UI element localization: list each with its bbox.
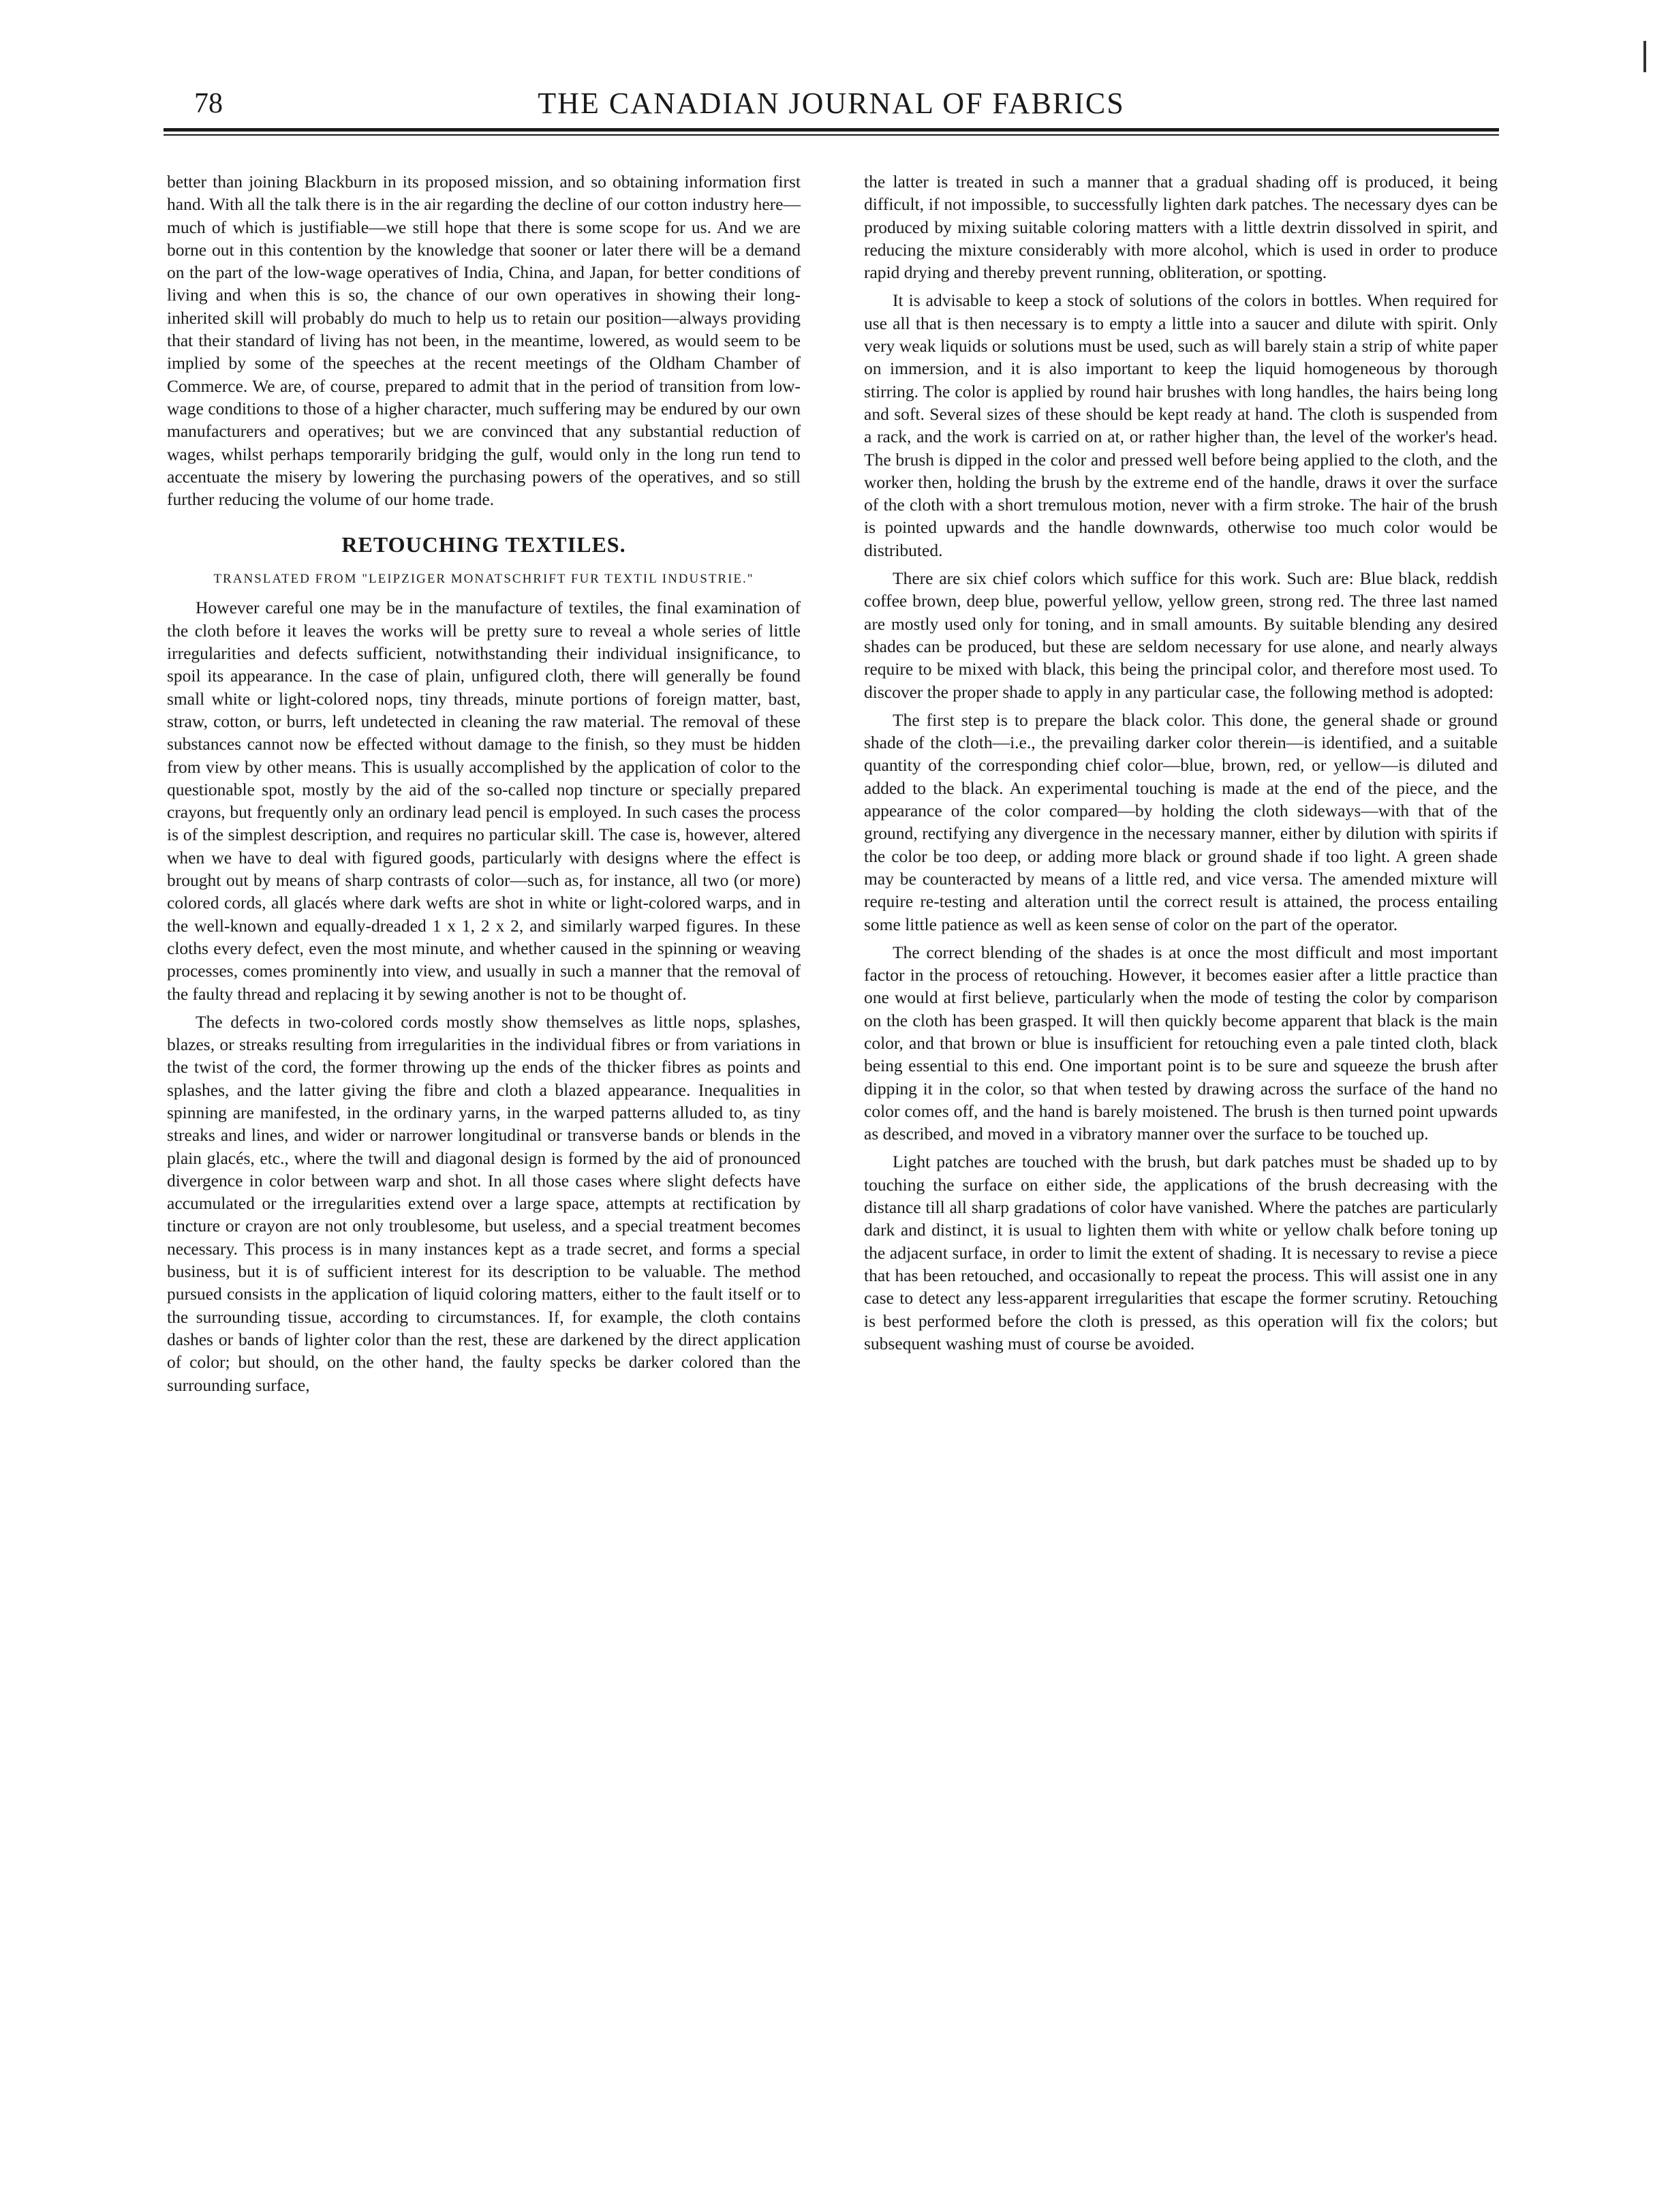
scan-edge-mark (1643, 41, 1646, 72)
left-column (167, 170, 801, 1396)
translation-credit: TRANSLATED FROM "LEIPZIGER MONATSCHRIFT FUR TEXTIL INDUSTRIE." (213, 572, 754, 587)
journal-title: THE CANADIAN JOURNAL OF FABRICS (538, 87, 1125, 120)
intro-paragraph: better than joining Blackburn in its proposed mission, and so obtaining information first hand. With all the talk there is in the air regarding the decline of our cotton industry here—much of which is justifiable—we still hope that there is some scope for us. And we are borne out in this contention by the knowledge that sooner or later there will be a demand on the part of the low-wage operatives of India, China, and Japan, for better conditions of living and when this is so, the chance of our own operatives in showing their long-inherited skill will probably do much to help us to retain our position—always providing that their standard of living has not been, in the meantime, lowered, as would seem to be implied by some of the speeches at the recent meetings of the Oldham Chamber of Commerce. We are, of course, prepared to admit that in the period of transition from low-wage conditions to those of a higher character, much suffering may be endured by our own manufacturers and operatives; but we are convinced that any substantial reduction of wages, whilst perhaps temporarily bridging the gulf, would only in the long run tend to accentuate the misery by lowering the purchasing powers of the operatives, and so still further reducing the volume of our home trade. (167, 172, 801, 510)
article-paragraph: It is advisable to keep a stock of solutions of the colors in bottles. When required for use all that is then necessary is to empty a little into a saucer and dilute with spirit. Only very weak liquids or solutions must be used, such as will barely stain a strip of white paper on immersion, and it is also important to keep the liquid homogeneous by thorough stirring. The color is applied by round hair brushes with long handles, the hairs being long and soft. Several sizes of these should be kept ready at hand. The cloth is suspended from a rack, and the work is carried on at, or rather higher than, the level of the worker's head. The brush is dipped in the color and pressed well before being applied to the cloth, and the worker then, holding the brush by the extreme end of the handle, draws it over the surface of the cloth with a short tremulous motion, never with a firm stroke. The hair of the brush is pointed upwards and the handle downwards, otherwise too much color would be distributed. (864, 290, 1498, 560)
article-paragraph: However careful one may be in the manufacture of textiles, the final examination of the cloth before it leaves the works will be pretty sure to reveal a whole series of little irregularities and defects sufficient, notwithstanding their individual insignificance, to spoil its appearance. In the case of plain, unfigured cloth, there will generally be found small white or light-colored nops, tiny threads, minute portions of foreign matter, bast, straw, cotton, or burrs, left undetected in cleaning the raw material. The removal of these substances cannot now be effected without damage to the finish, so they must be hidden from view by other means. This is usually accomplished by the application of color to the questionable spot, mostly by the aid of the so-called nop tincture or specially prepared crayons, but frequently only an ordinary lead pencil is employed. In such cases the process is of the simplest description, and requires no particular skill. The case is, however, altered when we have to deal with figured goods, particularly with designs where the effect is brought out by means of sharp contrasts of color—such as, for instance, all two (or more) colored cords, all glacés where dark wefts are shot in white or light-colored warps, and in the well-known and equally-dreaded 1 x 1, 2 x 2, and similarly warped figures. In these cloths every defect, even the most minute, and whether caused in the spinning or weaving processes, comes prominently into view, and usually in such a manner that the removal of the faulty thread and replacing it by sewing another is not to be thought of. (167, 598, 801, 1004)
article-paragraph-continued: the latter is treated in such a manner that a gradual shading off is produced, it being difficult, if not impossible, to successfully lighten dark patches. The necessary dyes can be produced by mixing suitable coloring matters with a little dextrin dissolved in spirit, and reducing the mixture considerably with more alcohol, which is used in order to produce rapid drying and thereby prevent running, obliteration, or spotting. (864, 172, 1498, 283)
right-column (864, 170, 1498, 1355)
article-title: RETOUCHING TEXTILES. (341, 532, 626, 557)
article-paragraph: There are six chief colors which suffice for this work. Such are: Blue black, reddish coffee brown, deep blue, powerful yellow, yellow green, strong red. The three last named are mostly used only for toning, and in small amounts. By suitable blending any desired shades can be produced, but these are seldom necessary for use alone, and nearly always require to be mixed with black, this being the principal color, and therefore most used. To discover the proper shade to apply in any particular case, the following method is adopted: (864, 568, 1498, 702)
header-rule-thin (164, 134, 1499, 136)
article-paragraph: Light patches are touched with the brush, but dark patches must be shaded up to by touching the surface on either side, the applications of the brush decreasing with the distance till all sharp gradations of color have vanished. Where the patches are particularly dark and distinct, it is usual to lighten them with white or yellow chalk before toning up the adjacent surface, in order to limit the extent of shading. It is necessary to revise a piece that has been retouched, and occasionally to repeat the process. This will assist one in any case to detect any less-apparent irregularities that escape the former scrutiny. Retouching is best performed before the cloth is pressed, as this operation will fix the colors; but subsequent washing must of course be avoided. (864, 1152, 1498, 1353)
article-paragraph: The defects in two-colored cords mostly show themselves as little nops, splashes, blazes, or streaks resulting from irregularities in the individual fibres or from variations in the twist of the cord, the former throwing up the ends of the thicker fibres as points and splashes, and the latter giving the fibre and cloth a blazed appearance. Inequalities in spinning are manifested, in the ordinary yarns, in the warped patterns alluded to, as tiny streaks and lines, and wider or narrower longitudinal or transverse bands or blends in the plain glacés, etc., where the twill and diagonal design is formed by the aid of pronounced divergence in color between warp and shot. In all those cases where slight defects have accumulated or the irregularities extend over a large space, attempts at rectification by tincture or crayon are not only troublesome, but useless, and a special treatment becomes necessary. This process is in many instances kept as a trade secret, and forms a special business, but it is of sufficient interest for its description to be valuable. The method pursued consists in the application of liquid coloring matters, either to the fault itself or to the surrounding tissue, according to circumstances. If, for example, the cloth contains dashes or bands of lighter color than the rest, these are darkened by the direct application of color; but should, on the other hand, the faulty specks be darker colored than the surrounding surface, (167, 1011, 801, 1395)
article-paragraph: The correct blending of the shades is at once the most difficult and most important factor in the process of retouching. However, it becomes easier after a little practice than one would at first believe, particularly when the mode of testing the color by comparison on the cloth has been grasped. It will then quickly become apparent that black is the main color, and that brown or blue is insufficient for retouching even a pale tinted cloth, black being essential to this end. One important point is to be sure and squeeze the brush after dipping it in the color, so that when tested by drawing across the surface of the hand no color comes off, and the hand is barely moistened. The brush is then turned point upwards as described, and moved in a vibratory manner over the surface to be touched up. (864, 942, 1498, 1144)
article-paragraph: The first step is to prepare the black color. This done, the general shade or ground shade of the cloth—i.e., the prevailing darker color therein—is identified, and a suitable quantity of the corresponding chief color—blue, brown, red, or yellow—is diluted and added to the black. An experimental touching is made at the end of the piece, and the appearance of the color compared—by holding the cloth sideways—with that of the ground, rectifying any divergence in the necessary manner, either by dilution with spirits if the color be too deep, or adding more black or ground shade if too light. A green shade may be counteracted by means of a little red, and vice versa. The amended mixture will require re-testing and alteration until the correct result is attained, the process entailing some little patience as well as keen sense of color on the part of the operator. (864, 709, 1498, 934)
page-number: 78 (194, 88, 223, 119)
running-header (164, 83, 1499, 127)
header-rule-thick (164, 128, 1499, 132)
